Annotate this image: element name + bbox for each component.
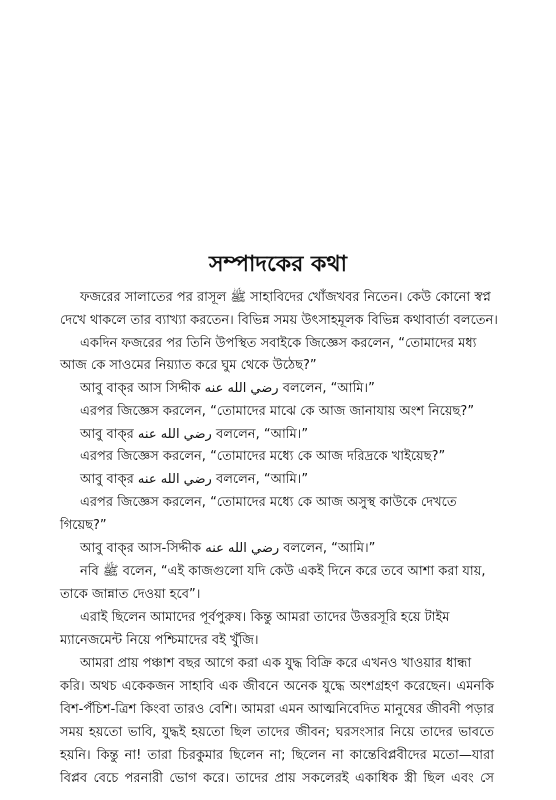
paragraph-line: তাকে জান্নাত দেওয়া হবে”। <box>60 587 201 602</box>
paragraph-line: নবি ﷺ বলেন, “এই কাজগুলো যদি কেউ একই দিনে করে তবে আশা করা যায়, <box>80 564 486 579</box>
paragraph-line: এরপর জিজ্ঞেস করলেন, “তোমাদের মাঝে কে আজ জানাযায় অংশ নিয়েছ?” <box>80 404 475 419</box>
paragraph-line: গিয়েছ?” <box>60 518 107 533</box>
paragraph-line: ফজরের সালাতের পর রাসূল ﷺ সাহাবিদের খোঁজখবর নিতেন। কেউ কোনো স্বপ্ন <box>80 290 491 305</box>
paragraph-line: বিপ্লব বেচে পরনারী ভোগ করে। তাদের প্রায় সকলেরই একাধিক স্ত্রী ছিল এবং সে <box>60 771 494 786</box>
paragraph-line: এরপর জিজ্ঞেস করলেন, “তোমাদের মধ্যে কে আজ দরিদ্রকে খাইয়েছ?” <box>80 449 446 464</box>
paragraph-line: আবু বাক্‌র رضي الله عنه বললেন, “আমি।” <box>80 427 309 442</box>
paragraph-line: আবু বাক্‌র আস সিদ্দীক رضي الله عنه বললেন, “আমি।” <box>80 381 375 396</box>
paragraph-line: আবু বাক্‌র আস-সিদ্দীক رضي الله عنه বললেন, “আমি।” <box>80 541 376 556</box>
paragraph-line: এরপর জিজ্ঞেস করলেন, “তোমাদের মধ্যে কে আজ অসুস্থ কাউকে দেখতে <box>80 495 457 510</box>
paragraph-line: আবু বাক্‌র رضي الله عنه বললেন, “আমি।” <box>80 472 309 487</box>
paragraph-line: বিশ-পঁচিশ-ত্রিশ কিংবা তারও বেশি। আমরা এমন আত্মনিবেদিত মানুষের জীবনী পড়ার <box>60 702 494 717</box>
paragraph-line: ম্যানেজমেন্ট নিয়ে পশ্চিমাদের বই খুঁজি। <box>60 633 259 648</box>
paragraph-line: আজ কে সাওমের নিয়্যাত করে ঘুম থেকে উঠেছ?” <box>60 358 317 373</box>
paragraph-line: দেখে থাকলে তার ব্যাখ্যা করতেন। বিভিন্ন সময় উৎসাহমূলক বিভিন্ন কথাবার্তা বলতেন। <box>60 313 498 328</box>
paragraph-line: এরাই ছিলেন আমাদের পূর্বপুরুষ। কিন্তু আমরা তাদের উত্তরসূরি হয়ে টাইম <box>80 610 450 625</box>
paragraph-line: করি। অথচ একেকজন সাহাবি এক জীবনে অনেক যুদ্ধে অংশগ্রহণ করেছেন। এমনকি <box>60 679 494 694</box>
page-title: সম্পাদকের কথা <box>209 252 347 277</box>
paragraph-line: সময় হয়তো ভাবি, যুদ্ধই হয়তো ছিল তাদের জীবন; ঘরসংসার নিয়ে তাদের ভাবতে <box>60 725 494 740</box>
paragraph-line: হয়নি। কিন্তু না! তারা চিরকুমার ছিলেন না; ছিলেন না কান্তেবিপ্লবীদের মতো—যারা <box>60 748 494 763</box>
paragraph-line: একদিন ফজরের পর তিনি উপস্থিত সবাইকে জিজ্ঞেস করলেন, “তোমাদের মধ্য <box>80 336 477 351</box>
paragraph-line: আমরা প্রায় পঞ্চাশ বছর আগে করা এক যুদ্ধ বিক্রি করে এখনও খাওয়ার ধান্ধা <box>80 656 472 671</box>
